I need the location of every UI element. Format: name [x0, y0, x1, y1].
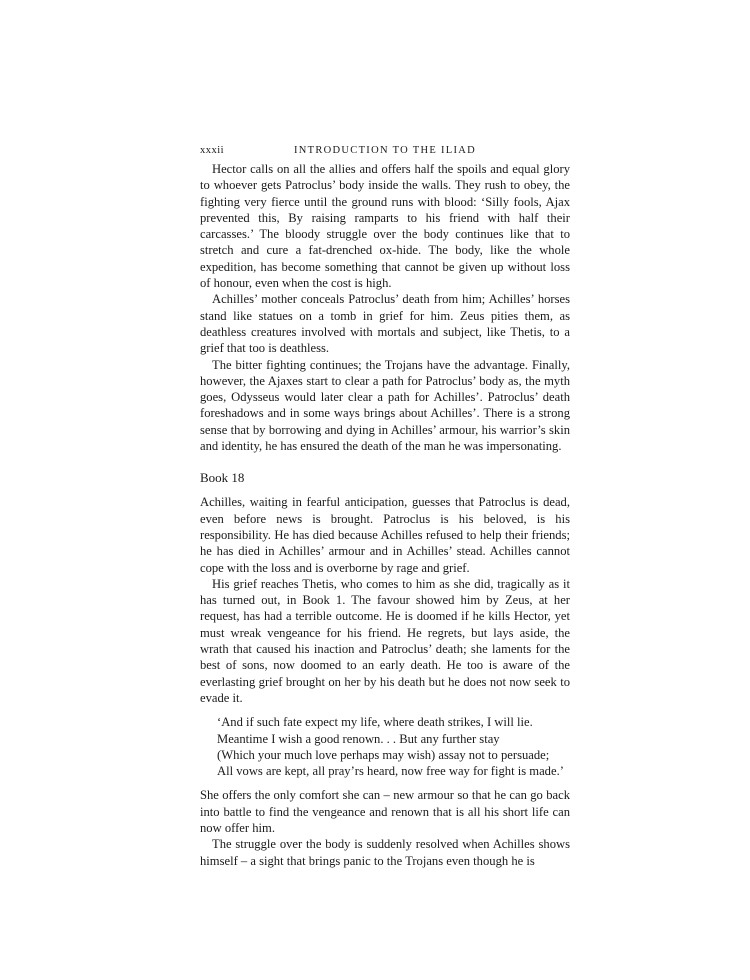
verse-line: Meantime I wish a good renown. . . But any further stay: [217, 731, 500, 746]
paragraph: Achilles’ mother conceals Patroclus’ death from him; Achilles’ horses stand like statues on a tomb in grief for him. Zeus pities them, as deathless creatures involved with mortals and subject, like Thetis, to a grief that too is deathless.: [200, 292, 570, 356]
verse-line: (Which your much love perhaps may wish) assay not to persuade;: [217, 747, 550, 762]
section-heading: Book 18: [200, 470, 245, 486]
paragraph: His grief reaches Thetis, who comes to him as she did, tragically as it has turned out, in Book 1. The favour showed him by Zeus, at her request, has had a terrible outcome. He is doomed if he kills Hector, yet must wreak vengeance for his friend. He regrets, but lays aside, the wrath that caused his inaction and Patroclus’ death; she laments for the best of sons, now doomed to an early death. He too is aware of the everlasting grief brought on her by his death but he does not now seek to evade it.: [200, 576, 570, 705]
paragraph: Achilles, waiting in fearful anticipation, guesses that Patroclus is dead, even before news is brought. Patroclus is his beloved, is his responsibility. He has died because Achilles refused to help their friends; he has died in Achilles’ armour and in Achilles’ stead. Achilles cannot cope with the loss and is overborne by rage and grief.: [200, 495, 570, 575]
paragraph: The bitter fighting continues; the Trojans have the advantage. Finally, however, the Ajaxes start to clear a path for Patroclus’ body as, the myth goes, Odysseus would later clear a path for Achilles’. Patroclus’ death foreshadows and in some ways brings about Achilles’. There is a strong sense that by borrowing and dying in Achilles’ armour, his warrior’s skin and identity, he has ensured the death of the man he was impersonating.: [200, 357, 570, 454]
running-head: [200, 143, 570, 159]
page-number: xxxii: [200, 145, 225, 156]
book-page: [200, 143, 570, 869]
running-title: INTRODUCTION TO THE ILIAD: [293, 145, 477, 156]
verse-line: All vows are kept, all pray’rs heard, now free way for fight is made.’: [217, 764, 564, 779]
verse-quotation: [217, 714, 570, 779]
verse-line: ‘And if such fate expect my life, where death strikes, I will lie.: [217, 715, 533, 730]
paragraph: Hector calls on all the allies and offers half the spoils and equal glory to whoever gets Patroclus’ body inside the walls. They rush to obey, the fighting very fierce until the ground runs with blood: ‘Silly fools, Ajax prevented this, By raising ramparts to his friend with half their carcasses.’ The bloody struggle over the body continues like that to stretch and cure a fat-drenched ox-hide. The body, like the whole expedition, has become something that cannot be given up without loss of honour, even when the cost is high.: [200, 162, 570, 291]
paragraph: She offers the only comfort she can – new armour so that he can go back into battle to find the vengeance and renown that is all his short life can now offer him.: [200, 788, 570, 835]
paragraph: The struggle over the body is suddenly resolved when Achilles shows himself – a sight that brings panic to the Trojans even though he is: [200, 837, 570, 868]
